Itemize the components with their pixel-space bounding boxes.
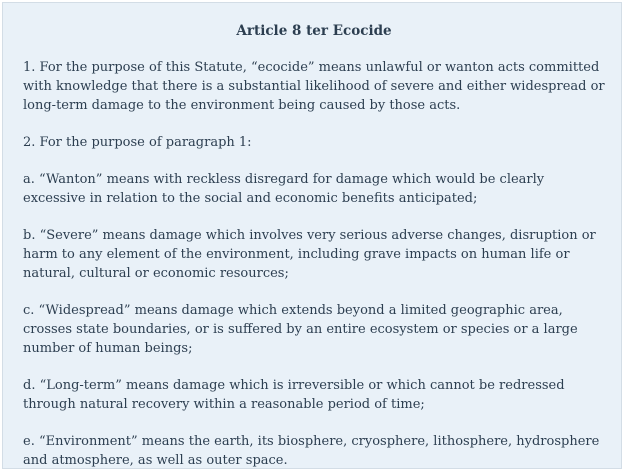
article-title: Article 8 ter Ecocide: [236, 23, 392, 39]
article-panel: [2, 2, 622, 469]
definition-wanton: a. “Wanton” means with reckless disregard for damage which would be clearly excessive in relation to the social and economic benefits anticipated;: [23, 172, 545, 206]
paragraph-2: 2. For the purpose of paragraph 1:: [23, 135, 252, 150]
definition-environment: e. “Environment” means the earth, its biosphere, cryosphere, lithosphere, hydrosphere and atmosphere, as well as outer space.: [23, 434, 600, 468]
definition-long-term: d. “Long-term” means damage which is irreversible or which cannot be redressed through natural recovery within a reasonable period of time;: [23, 378, 565, 412]
paragraph-1: 1. For the purpose of this Statute, “ecocide” means unlawful or wanton acts committed with knowledge that there is a substantial likelihood of severe and either widespread or long-term damage to the environment being caused by those acts.: [23, 60, 605, 113]
definition-widespread: c. “Widespread” means damage which extends beyond a limited geographic area, crosses state boundaries, or is suffered by an entire ecosystem or species or a large number of human beings;: [23, 303, 578, 356]
definition-severe: b. “Severe” means damage which involves very serious adverse changes, disruption or harm to any element of the environment, including grave impacts on human life or natural, cultural or economic resources;: [23, 228, 596, 281]
